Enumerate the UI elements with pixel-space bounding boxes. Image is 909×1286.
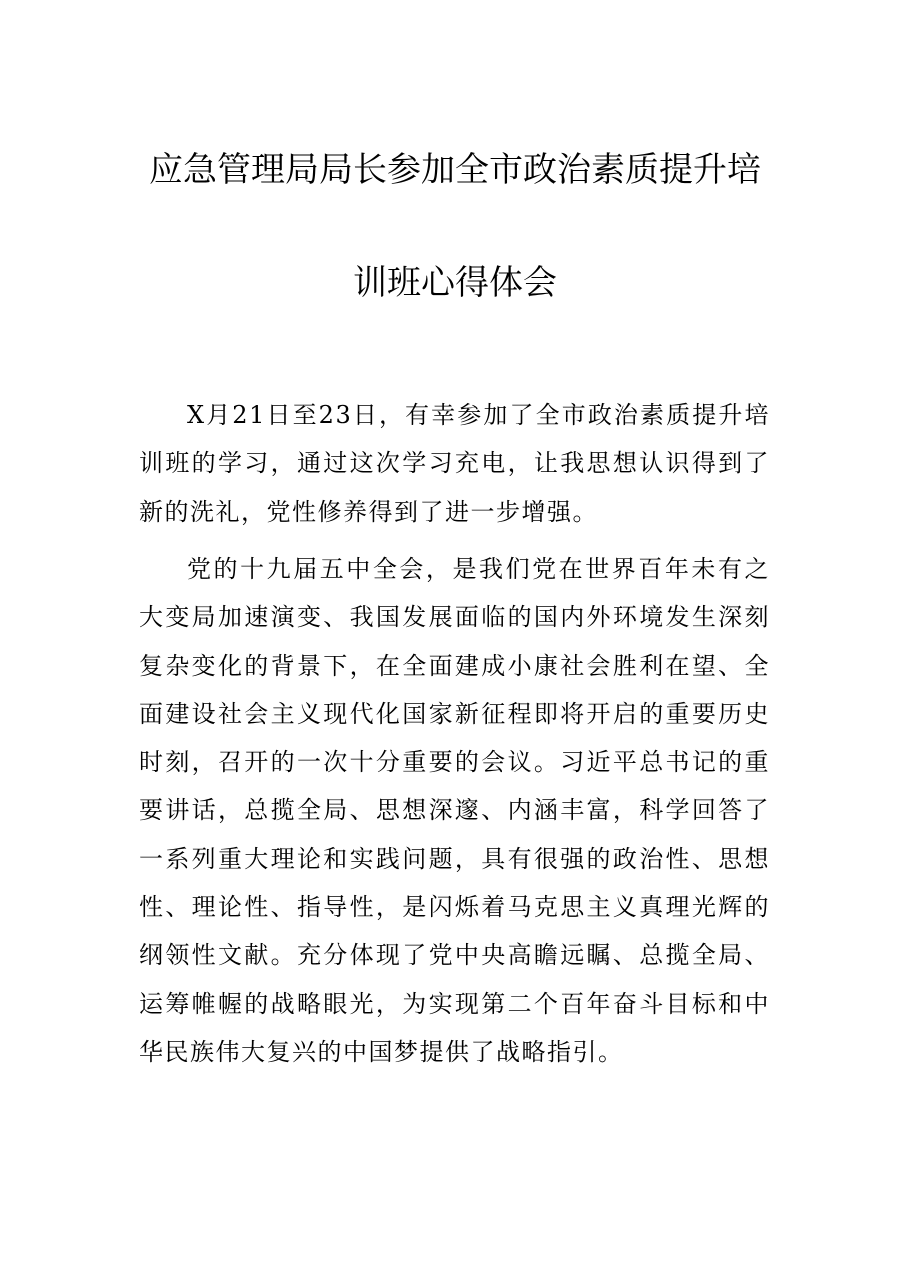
body-paragraph-1: X月21日至23日，有幸参加了全市政治素质提升培训班的学习，通过这次学习充电，让我思想认识得到了新的洗礼，党性修养得到了进一步增强。 [139, 401, 770, 526]
body-paragraph-2: 党的十九届五中全会，是我们党在世界百年未有之大变局加速演变、我国发展面临的国内外环境发生深刻复杂变化的背景下，在全面建成小康社会胜利在望、全面建设社会主义现代化国家新征程即将开启的重要历史时刻，召开的一次十分重要的会议。习近平总书记的重要讲话，总揽全局、思想深邃、内涵丰富，科学回答了一系列重大理论和实践问题，具有很强的政治性、思想性、理论性、指导性，是闪烁着马克思主义真理光辉的纲领性文献。充分体现了党中央高瞻远瞩、总揽全局、运筹帷幄的战略眼光，为实现第二个百年奋斗目标和中华民族伟大复兴的中国梦提供了战略指引。 [139, 555, 770, 1066]
document-title-line-2: 训班心得体会 [353, 263, 557, 303]
document-title-line-1: 应急管理局局长参加全市政治素质提升培 [149, 150, 761, 190]
